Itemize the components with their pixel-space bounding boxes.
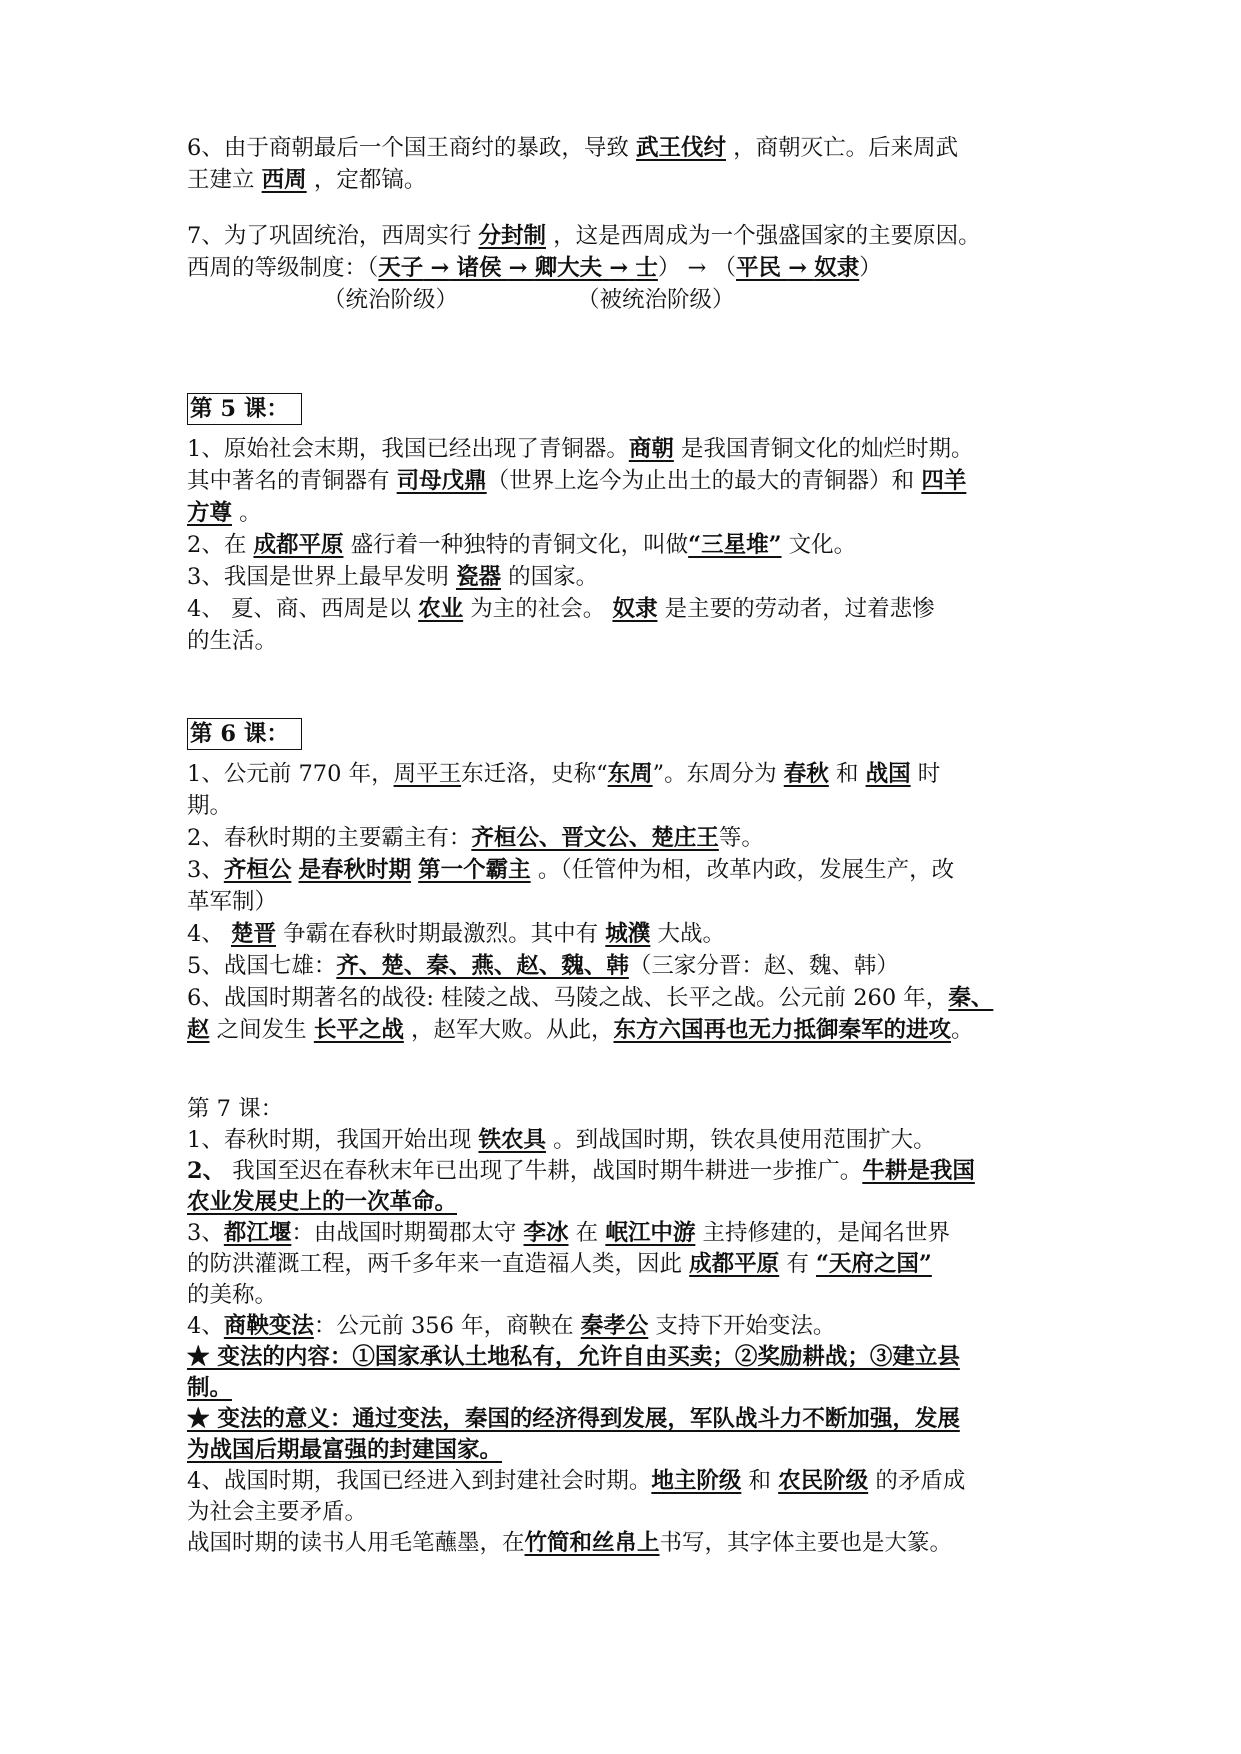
section-fenfeng	[187, 220, 1067, 316]
text-line: 4、 楚晋 争霸在春秋时期最激烈。其中有 城濮 大战。	[187, 921, 725, 947]
text-line: 3、我国是世界上最早发明 瓷器 的国家。	[187, 564, 599, 590]
answer-term: 武王伐纣	[635, 135, 726, 161]
ruling-class-label: （统治阶级）	[323, 287, 459, 313]
answer-term: 西周	[261, 167, 307, 193]
text-line: 3、都江堰：由战国时期蜀郡太守 李冰 在 岷江中游 主持修建的，是闻名世界	[187, 1220, 950, 1246]
text-line: 赵 之间发生 长平之战 ，赵军大败。从此，东方六国再也无力抵御秦军的进攻。	[187, 1017, 974, 1043]
lesson-heading: 第 5 课：	[187, 393, 302, 425]
reform-content: ★ 变法的内容：①国家承认土地私有，允许自由买卖；②奖励耕战；③建立县	[187, 1344, 960, 1370]
text-line: 为社会主要矛盾。	[187, 1499, 368, 1525]
text-line: 4、战国时期，我国已经进入到封建社会时期。地主阶级 和 农民阶级 的矛盾成	[187, 1468, 966, 1494]
section-west-zhou	[187, 132, 1067, 196]
text-line: 其中著名的青铜器有 司母戊鼎（世界上迄今为止出土的最大的青铜器）和 四羊	[187, 468, 967, 494]
text-line: 革军制）	[187, 889, 278, 915]
text-line: 4、商鞅变法：公元前 356 年，商鞅在 秦孝公 支持下开始变法。	[187, 1313, 836, 1339]
text-line: 方尊 。	[187, 500, 262, 526]
lesson-7	[187, 1093, 1067, 1558]
arrow-icon: →	[430, 255, 450, 281]
text-line: 6、由于商朝最后一个国王商纣的暴政，导致 武王伐纣 ，商朝灭亡。后来周武	[187, 135, 959, 161]
lesson-6	[187, 718, 1067, 1046]
text-line: 5、战国七雄：齐、楚、秦、燕、赵、魏、韩（三家分晋：赵、魏、韩）	[187, 953, 899, 979]
lesson-heading: 第 7 课：	[187, 1096, 284, 1122]
text-line: 2、在 成都平原 盛行着一种独特的青铜文化，叫做“三星堆” 文化。	[187, 532, 857, 558]
text-line: 3、齐桓公 是春秋时期 第一个霸主 。（任管仲为相，改革内政，发展生产，改	[187, 857, 955, 883]
arrow-icon: →	[508, 255, 528, 281]
hierarchy-line: 西周的等级制度：（天子 → 诸侯 → 卿大夫 → 士） → （平民 → 奴隶）	[187, 255, 882, 281]
text-line: 战国时期的读书人用毛笔蘸墨，在竹简和丝帛上书写，其字体主要也是大篆。	[187, 1530, 953, 1556]
arrow-icon: →	[609, 255, 629, 281]
text-line: 农业发展史上的一次革命。	[187, 1189, 458, 1215]
arrow-icon: →	[788, 255, 808, 281]
text-line: 6、战国时期著名的战役: 桂陵之战、马陵之战、长平之战。公元前 260 年，秦、	[187, 985, 994, 1011]
ruled-class-label: （被统治阶级）	[577, 287, 735, 313]
lesson-5	[187, 393, 1067, 657]
text-line: 的生活。	[187, 628, 278, 654]
text-line: 的防洪灌溉工程，两千多年来一直造福人类，因此 成都平原 有 “天府之国”	[187, 1251, 932, 1277]
class-labels	[187, 284, 1067, 316]
text-line: 2、 我国至迟在春秋末年已出现了牛耕，战国时期牛耕进一步推广。牛耕是我国	[187, 1158, 975, 1184]
text-line: 的美称。	[187, 1282, 278, 1308]
text-line: 制。	[187, 1375, 233, 1401]
text-line: 1、春秋时期，我国开始出现 铁农具 。到战国时期，铁农具使用范围扩大。	[187, 1127, 936, 1153]
answer-term: 分封制	[478, 223, 546, 249]
text-line: 4、 夏、商、西周是以 农业 为主的社会。 奴隶 是主要的劳动者，过着悲惨	[187, 596, 935, 622]
text-line: 1、公元前 770 年，周平王东迁洛，史称“东周”。东周分为 春秋 和 战国 时	[187, 761, 941, 787]
reform-significance: ★ 变法的意义：通过变法，秦国的经济得到发展，军队战斗力不断加强，发展	[187, 1406, 960, 1432]
text-line: 为战国后期最富强的封建国家。	[187, 1437, 503, 1463]
text-line: 2、春秋时期的主要霸主有：齐桓公、晋文公、楚庄王等。	[187, 825, 764, 851]
text-line: 期。	[187, 793, 233, 819]
text-line: 1、原始社会末期，我国已经出现了青铜器。商朝 是我国青铜文化的灿烂时期。	[187, 436, 974, 462]
text-line: 王建立 西周 ，定都镐。	[187, 167, 427, 193]
text-line: 7、为了巩固统治，西周实行 分封制 ，这是西周成为一个强盛国家的主要原因。	[187, 223, 981, 249]
lesson-heading: 第 6 课：	[187, 718, 302, 750]
